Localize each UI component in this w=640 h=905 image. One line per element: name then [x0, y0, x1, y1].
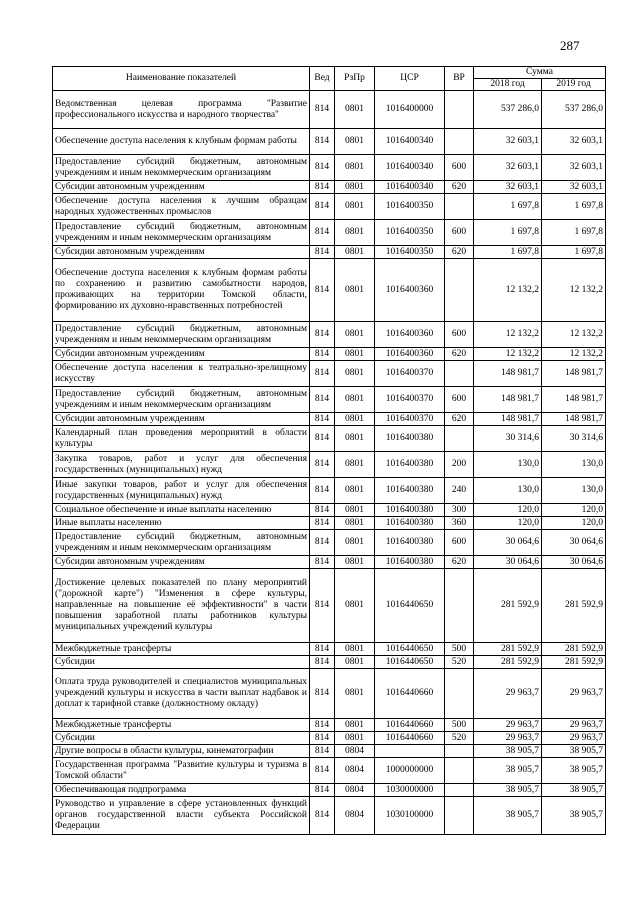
cell-vr: 620	[445, 181, 474, 194]
cell-vr: 520	[445, 656, 474, 669]
cell-vr: 360	[445, 517, 474, 530]
cell-vr	[445, 91, 474, 129]
cell-sum-2018: 30 064,6	[474, 556, 542, 569]
cell-sum-2018: 38 905,7	[474, 784, 542, 797]
cell-csr: 1016440650	[375, 656, 445, 669]
cell-vr	[445, 758, 474, 784]
cell-name: Календарный план проведения мероприятий в области культуры	[53, 426, 310, 452]
cell-csr: 1016400350	[375, 246, 445, 259]
cell-vr: 620	[445, 413, 474, 426]
cell-sum-2019: 130,0	[542, 452, 606, 478]
table-row	[53, 669, 606, 719]
table-row	[53, 797, 606, 835]
cell-ved: 814	[310, 656, 335, 669]
table-row	[53, 91, 606, 129]
table-row	[53, 556, 606, 569]
table-row	[53, 732, 606, 745]
cell-rzpr: 0801	[335, 556, 375, 569]
cell-csr: 1016400370	[375, 361, 445, 387]
cell-sum-2019: 32 603,1	[542, 181, 606, 194]
cell-ved: 814	[310, 348, 335, 361]
cell-sum-2019: 30 064,6	[542, 556, 606, 569]
cell-name: Межбюджетные трансферты	[53, 643, 310, 656]
table-row	[53, 517, 606, 530]
cell-csr: 1030100000	[375, 797, 445, 835]
cell-vr: 600	[445, 155, 474, 181]
table-row	[53, 348, 606, 361]
cell-rzpr: 0801	[335, 517, 375, 530]
cell-sum-2018: 12 132,2	[474, 259, 542, 322]
cell-rzpr: 0801	[335, 719, 375, 732]
cell-sum-2019: 537 286,0	[542, 91, 606, 129]
table-row	[53, 758, 606, 784]
cell-rzpr: 0801	[335, 155, 375, 181]
cell-sum-2019: 281 592,9	[542, 656, 606, 669]
cell-vr: 600	[445, 322, 474, 348]
cell-sum-2018: 148 981,7	[474, 361, 542, 387]
cell-ved: 814	[310, 361, 335, 387]
cell-rzpr: 0801	[335, 569, 375, 643]
cell-rzpr: 0801	[335, 426, 375, 452]
cell-sum-2018: 120,0	[474, 504, 542, 517]
table-row	[53, 656, 606, 669]
cell-sum-2019: 29 963,7	[542, 669, 606, 719]
cell-vr: 600	[445, 220, 474, 246]
cell-name: Социальное обеспечение и иные выплаты населению	[53, 504, 310, 517]
cell-csr: 1016400380	[375, 517, 445, 530]
cell-ved: 814	[310, 719, 335, 732]
cell-vr	[445, 669, 474, 719]
cell-vr	[445, 361, 474, 387]
cell-sum-2018: 29 963,7	[474, 669, 542, 719]
table-row	[53, 504, 606, 517]
cell-vr	[445, 784, 474, 797]
cell-sum-2018: 281 592,9	[474, 656, 542, 669]
cell-sum-2018: 1 697,8	[474, 220, 542, 246]
cell-sum-2019: 32 603,1	[542, 129, 606, 155]
cell-csr: 1016400340	[375, 155, 445, 181]
cell-name: Государственная программа "Развитие культуры и туризма в Томской области"	[53, 758, 310, 784]
cell-vr	[445, 194, 474, 220]
cell-name: Предоставление субсидий бюджетным, автономным учреждениям и иным некоммерческим организациям	[53, 530, 310, 556]
cell-rzpr: 0801	[335, 181, 375, 194]
header-year-2018: 2018 год	[474, 79, 542, 91]
cell-ved: 814	[310, 478, 335, 504]
cell-sum-2019: 38 905,7	[542, 784, 606, 797]
cell-csr: 1016400380	[375, 452, 445, 478]
cell-sum-2018: 120,0	[474, 517, 542, 530]
cell-csr: 1030000000	[375, 784, 445, 797]
cell-name: Субсидии	[53, 656, 310, 669]
cell-vr: 500	[445, 719, 474, 732]
cell-sum-2018: 130,0	[474, 478, 542, 504]
cell-sum-2019: 30 064,6	[542, 530, 606, 556]
cell-name: Обеспечение доступа населения к лучшим образцам народных художественных промыслов	[53, 194, 310, 220]
cell-vr: 600	[445, 530, 474, 556]
cell-csr: 1016400380	[375, 504, 445, 517]
cell-ved: 814	[310, 643, 335, 656]
cell-ved: 814	[310, 426, 335, 452]
cell-vr: 300	[445, 504, 474, 517]
cell-name: Руководство и управление в сфере установленных функций органов государственной власти субъекта Российской Федерации	[53, 797, 310, 835]
cell-sum-2018: 1 697,8	[474, 194, 542, 220]
cell-ved: 814	[310, 387, 335, 413]
budget-table	[52, 66, 606, 835]
cell-sum-2018: 38 905,7	[474, 797, 542, 835]
cell-name: Субсидии автономным учреждениям	[53, 246, 310, 259]
cell-sum-2019: 281 592,9	[542, 569, 606, 643]
cell-name: Обеспечение доступа населения к клубным формам работы	[53, 129, 310, 155]
cell-name: Межбюджетные трансферты	[53, 719, 310, 732]
cell-ved: 814	[310, 259, 335, 322]
cell-csr: 1016400350	[375, 194, 445, 220]
cell-ved: 814	[310, 758, 335, 784]
table-row	[53, 155, 606, 181]
cell-sum-2019: 148 981,7	[542, 413, 606, 426]
header-name: Наименование показателей	[53, 67, 310, 91]
cell-ved: 814	[310, 181, 335, 194]
table-row	[53, 452, 606, 478]
cell-csr: 1016400380	[375, 478, 445, 504]
cell-csr: 1016400370	[375, 387, 445, 413]
table-row	[53, 259, 606, 322]
table-row	[53, 194, 606, 220]
cell-rzpr: 0804	[335, 745, 375, 758]
cell-rzpr: 0801	[335, 478, 375, 504]
cell-name: Закупка товаров, работ и услуг для обеспечения государственных (муниципальных) нужд	[53, 452, 310, 478]
cell-rzpr: 0804	[335, 784, 375, 797]
cell-sum-2018: 32 603,1	[474, 181, 542, 194]
table-row	[53, 784, 606, 797]
cell-ved: 814	[310, 504, 335, 517]
table-row	[53, 129, 606, 155]
cell-name: Иные выплаты населению	[53, 517, 310, 530]
cell-rzpr: 0801	[335, 504, 375, 517]
cell-csr: 1016400360	[375, 259, 445, 322]
cell-name: Ведомственная целевая программа "Развитие профессионального искусства и народного творчества"	[53, 91, 310, 129]
cell-csr: 1016400370	[375, 413, 445, 426]
cell-ved: 814	[310, 784, 335, 797]
cell-name: Оплата труда руководителей и специалистов муниципальных учреждений культуры и искусства в части выплат надбавок и доплат к тарифной ставке (должностному окладу)	[53, 669, 310, 719]
cell-name: Субсидии автономным учреждениям	[53, 413, 310, 426]
cell-ved: 814	[310, 517, 335, 530]
cell-ved: 814	[310, 220, 335, 246]
cell-sum-2019: 1 697,8	[542, 220, 606, 246]
cell-name: Другие вопросы в области культуры, кинематографии	[53, 745, 310, 758]
cell-rzpr: 0801	[335, 259, 375, 322]
cell-sum-2019: 12 132,2	[542, 348, 606, 361]
cell-vr: 520	[445, 732, 474, 745]
table-body	[53, 91, 606, 835]
cell-ved: 814	[310, 413, 335, 426]
cell-rzpr: 0801	[335, 220, 375, 246]
cell-sum-2018: 38 905,7	[474, 745, 542, 758]
cell-rzpr: 0801	[335, 643, 375, 656]
cell-sum-2018: 32 603,1	[474, 129, 542, 155]
cell-sum-2019: 1 697,8	[542, 246, 606, 259]
header-rzpr: РзПр	[335, 67, 375, 91]
cell-sum-2018: 130,0	[474, 452, 542, 478]
cell-vr	[445, 129, 474, 155]
cell-sum-2019: 29 963,7	[542, 732, 606, 745]
page-number: 287	[560, 38, 580, 53]
cell-name: Субсидии автономным учреждениям	[53, 181, 310, 194]
table-row	[53, 569, 606, 643]
cell-ved: 814	[310, 155, 335, 181]
cell-name: Предоставление субсидий бюджетным, автономным учреждениям и иным некоммерческим организациям	[53, 155, 310, 181]
cell-csr: 1000000000	[375, 758, 445, 784]
cell-sum-2019: 148 981,7	[542, 387, 606, 413]
cell-ved: 814	[310, 669, 335, 719]
header-csr: ЦСР	[375, 67, 445, 91]
cell-csr: 1016440660	[375, 719, 445, 732]
cell-ved: 814	[310, 129, 335, 155]
table-row	[53, 426, 606, 452]
cell-rzpr: 0801	[335, 732, 375, 745]
cell-csr: 1016400360	[375, 322, 445, 348]
cell-name: Предоставление субсидий бюджетным, автономным учреждениям и иным некоммерческим организациям	[53, 322, 310, 348]
cell-ved: 814	[310, 745, 335, 758]
cell-sum-2018: 148 981,7	[474, 413, 542, 426]
table-row	[53, 643, 606, 656]
cell-sum-2018: 12 132,2	[474, 322, 542, 348]
cell-name: Обеспечение доступа населения к клубным формам работы по сохранению и развитию самобытности народов, проживающих на территории Томской области, формированию их духовно-нравственных потребностей	[53, 259, 310, 322]
cell-sum-2018: 281 592,9	[474, 643, 542, 656]
table-row	[53, 745, 606, 758]
cell-vr: 200	[445, 452, 474, 478]
cell-ved: 814	[310, 452, 335, 478]
table-row	[53, 530, 606, 556]
cell-csr: 1016400350	[375, 220, 445, 246]
cell-sum-2019: 29 963,7	[542, 719, 606, 732]
cell-sum-2018: 29 963,7	[474, 719, 542, 732]
cell-sum-2018: 148 981,7	[474, 387, 542, 413]
cell-csr: 1016400380	[375, 426, 445, 452]
cell-sum-2018: 29 963,7	[474, 732, 542, 745]
cell-sum-2019: 12 132,2	[542, 322, 606, 348]
header-sum: Сумма	[474, 67, 606, 79]
cell-rzpr: 0801	[335, 413, 375, 426]
cell-sum-2019: 120,0	[542, 517, 606, 530]
cell-rzpr: 0804	[335, 797, 375, 835]
cell-sum-2019: 148 981,7	[542, 361, 606, 387]
cell-vr: 600	[445, 387, 474, 413]
cell-sum-2018: 1 697,8	[474, 246, 542, 259]
cell-name: Иные закупки товаров, работ и услуг для обеспечения государственных (муниципальных) нужд	[53, 478, 310, 504]
cell-rzpr: 0801	[335, 669, 375, 719]
table-row	[53, 413, 606, 426]
cell-ved: 814	[310, 246, 335, 259]
cell-vr: 500	[445, 643, 474, 656]
cell-ved: 814	[310, 530, 335, 556]
cell-csr: 1016400340	[375, 129, 445, 155]
cell-ved: 814	[310, 569, 335, 643]
table-row	[53, 387, 606, 413]
cell-vr: 620	[445, 348, 474, 361]
cell-name: Достижение целевых показателей по плану мероприятий ("дорожной карте") "Изменения в сфере культуры, направленные на повышение её эффективности" в части повышения заработной платы работников культуры муниципальных учреждений культуры	[53, 569, 310, 643]
cell-ved: 814	[310, 91, 335, 129]
cell-vr	[445, 745, 474, 758]
cell-vr: 240	[445, 478, 474, 504]
cell-sum-2019: 30 314,6	[542, 426, 606, 452]
cell-sum-2019: 120,0	[542, 504, 606, 517]
cell-rzpr: 0801	[335, 361, 375, 387]
cell-rzpr: 0801	[335, 322, 375, 348]
cell-name: Субсидии автономным учреждениям	[53, 556, 310, 569]
cell-rzpr: 0804	[335, 758, 375, 784]
cell-rzpr: 0801	[335, 452, 375, 478]
cell-sum-2019: 32 603,1	[542, 155, 606, 181]
cell-sum-2018: 32 603,1	[474, 155, 542, 181]
cell-csr: 1016440660	[375, 669, 445, 719]
table-row	[53, 478, 606, 504]
header-vr: ВР	[445, 67, 474, 91]
cell-csr: 1016400000	[375, 91, 445, 129]
cell-sum-2018: 281 592,9	[474, 569, 542, 643]
cell-rzpr: 0801	[335, 530, 375, 556]
table-row	[53, 181, 606, 194]
table-row	[53, 361, 606, 387]
cell-rzpr: 0801	[335, 656, 375, 669]
cell-ved: 814	[310, 732, 335, 745]
cell-csr: 1016400380	[375, 530, 445, 556]
cell-name: Предоставление субсидий бюджетным, автономным учреждениям и иным некоммерческим организациям	[53, 220, 310, 246]
cell-csr: 1016440650	[375, 569, 445, 643]
cell-sum-2019: 38 905,7	[542, 797, 606, 835]
cell-name: Обеспечивающая подпрограмма	[53, 784, 310, 797]
cell-sum-2018: 537 286,0	[474, 91, 542, 129]
cell-csr: 1016400340	[375, 181, 445, 194]
cell-sum-2018: 12 132,2	[474, 348, 542, 361]
cell-name: Субсидии	[53, 732, 310, 745]
cell-csr: 1016440660	[375, 732, 445, 745]
cell-sum-2018: 38 905,7	[474, 758, 542, 784]
cell-sum-2019: 1 697,8	[542, 194, 606, 220]
cell-ved: 814	[310, 322, 335, 348]
cell-sum-2019: 281 592,9	[542, 643, 606, 656]
cell-sum-2019: 38 905,7	[542, 745, 606, 758]
cell-ved: 814	[310, 797, 335, 835]
cell-sum-2019: 130,0	[542, 478, 606, 504]
cell-vr	[445, 426, 474, 452]
header-year-2019: 2019 год	[542, 79, 606, 91]
cell-csr	[375, 745, 445, 758]
cell-rzpr: 0801	[335, 194, 375, 220]
cell-csr: 1016400380	[375, 556, 445, 569]
cell-rzpr: 0801	[335, 129, 375, 155]
cell-rzpr: 0801	[335, 387, 375, 413]
cell-vr	[445, 259, 474, 322]
cell-vr: 620	[445, 556, 474, 569]
cell-sum-2019: 38 905,7	[542, 758, 606, 784]
cell-ved: 814	[310, 556, 335, 569]
cell-sum-2018: 30 314,6	[474, 426, 542, 452]
cell-sum-2018: 30 064,6	[474, 530, 542, 556]
cell-ved: 814	[310, 194, 335, 220]
table-row	[53, 322, 606, 348]
cell-csr: 1016440650	[375, 643, 445, 656]
cell-rzpr: 0801	[335, 91, 375, 129]
table-row	[53, 246, 606, 259]
table-row	[53, 719, 606, 732]
header-ved: Вед	[310, 67, 335, 91]
cell-rzpr: 0801	[335, 348, 375, 361]
cell-sum-2019: 12 132,2	[542, 259, 606, 322]
cell-vr	[445, 569, 474, 643]
table-row	[53, 220, 606, 246]
cell-vr: 620	[445, 246, 474, 259]
cell-name: Предоставление субсидий бюджетным, автономным учреждениям и иным некоммерческим организациям	[53, 387, 310, 413]
cell-csr: 1016400360	[375, 348, 445, 361]
cell-rzpr: 0801	[335, 246, 375, 259]
cell-name: Субсидии автономным учреждениям	[53, 348, 310, 361]
cell-vr	[445, 797, 474, 835]
cell-name: Обеспечение доступа населения к театрально-зрелищному искусству	[53, 361, 310, 387]
